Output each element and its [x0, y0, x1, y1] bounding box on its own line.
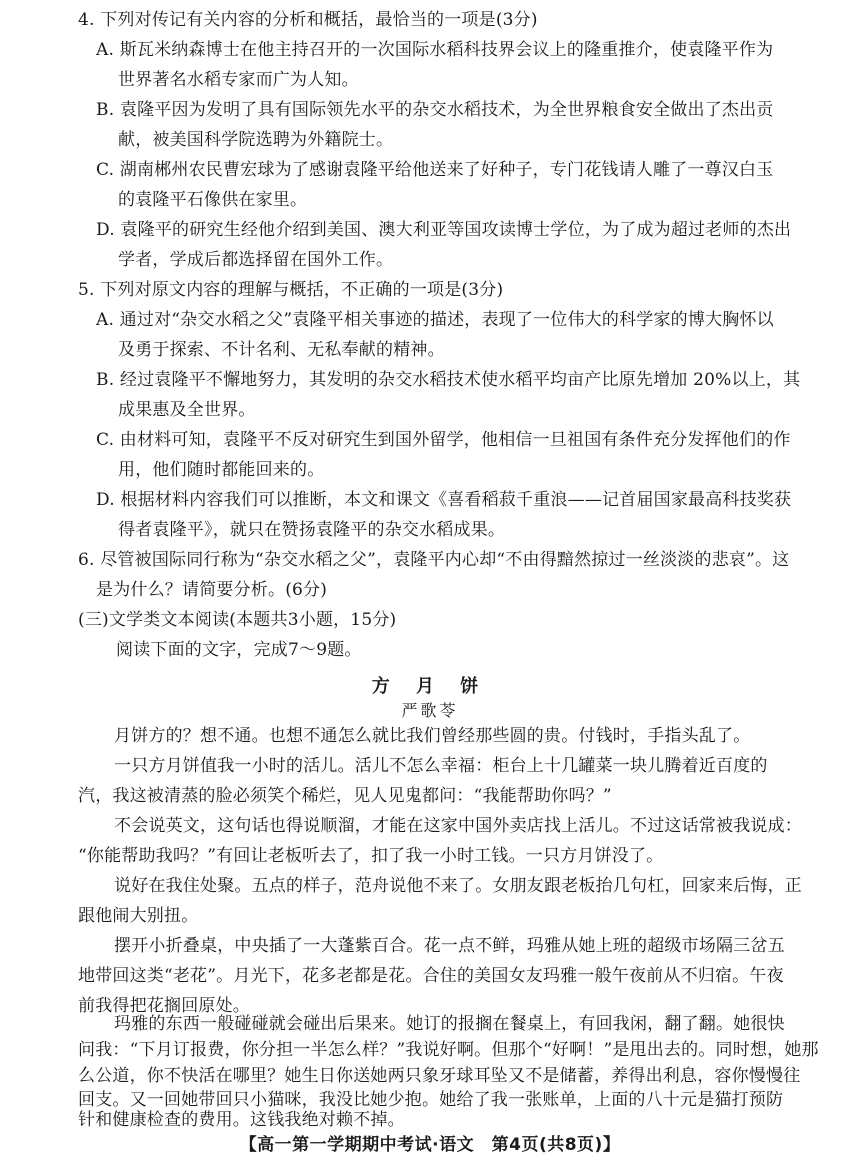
story-paragraph-1-line1: 月饼方的？想不通。也想不通怎么就比我们曾经那些圆的贵。付钱时，手指头乱了。: [114, 726, 751, 746]
q5-option-b-line1: B. 经过袁隆平不懈地努力，其发明的杂交水稻技术使水稻平均亩产比原先增加 20%以上，其: [96, 370, 801, 390]
story-paragraph-6-line3: 么公道，你不快活在哪里？她生日你送她两只象牙球耳坠又不是储蓄，养得出利息，容你慢慢往: [78, 1066, 801, 1086]
story-paragraph-4-line1: 说好在我住处聚。五点的样子，范舟说他不来了。女朋友跟老板抬几句杠，回家来后悔，正: [114, 876, 802, 896]
q5-option-c-line1: C. 由材料可知，袁隆平不反对研究生到国外留学，他相信一旦祖国有条件充分发挥他们的作: [96, 430, 791, 450]
q5-option-a-line1: A. 通过对“杂交水稻之父”袁隆平相关事迹的描述，表现了一位伟大的科学家的博大胸怀以: [96, 310, 774, 330]
q4-option-a-line1: A. 斯瓦米纳森博士在他主持召开的一次国际水稻科技界会议上的隆重推介，使袁隆平作为: [96, 40, 774, 60]
story-paragraph-6-line4: 回支。又一回她带回只小猫咪，我没比她少抱。她给了我一张账单，上面的八十元是猫打预防: [78, 1090, 784, 1110]
q5-option-d-line1: D. 根据材料内容我们可以推断，本文和课文《喜看稻菽千重浪——记首届国家最高科技奖获: [96, 490, 792, 510]
story-paragraph-5-line2: 地带回这类“老花”。月光下，花多老都是花。合住的美国女友玛雅一般午夜前从不归宿。午夜: [78, 966, 784, 986]
q4-option-b-line2: 献，被美国科学院选聘为外籍院士。: [118, 130, 394, 150]
story-paragraph-6-line2: 问我：“下月订报费，你分担一半怎么样？”我说好啊。但那个“好啊！”是甩出去的。同时想，她那: [78, 1040, 819, 1060]
q5-option-d-line2: 得者袁隆平》，就只在赞扬袁隆平的杂交水稻成果。: [118, 520, 506, 540]
section-instruction: 阅读下面的文字，完成7～9题。: [116, 640, 362, 660]
q4-option-b-line1: B. 袁隆平因为发明了具有国际领先水平的杂交水稻技术，为全世界粮食安全做出了杰出贡: [96, 100, 774, 120]
q4-option-d-line1: D. 袁隆平的研究生经他介绍到美国、澳大利亚等国攻读博士学位，为了成为超过老师的杰出: [96, 220, 792, 240]
q4-option-c-line2: 的袁隆平石像供在家里。: [118, 190, 308, 210]
page-footer: 【高一第一学期期中考试·语文 第4页(共8页)】: [239, 1135, 621, 1155]
q4-option-c-line1: C. 湖南郴州农民曹宏球为了感谢袁隆平给他送来了好种子，专门花钱请人雕了一尊汉白玉: [96, 160, 774, 180]
story-author: 严歌苓: [401, 701, 459, 720]
q4-option-a-line2: 世界著名水稻专家而广为人知。: [118, 70, 359, 90]
q6-stem-line1: 6. 尽管被国际同行称为“杂交水稻之父”，袁隆平内心却“不由得黯然掠过一丝淡淡的悲哀”。这: [78, 550, 790, 570]
q5-option-b-line2: 成果惠及全世界。: [118, 400, 256, 420]
story-title: 方 月 饼: [371, 676, 489, 697]
story-paragraph-2-line1: 一只方月饼值我一小时的活儿。活儿不怎么幸福：柜台上十几罐菜一块儿腾着近百度的: [114, 756, 768, 776]
story-paragraph-5-line3: 前我得把花搁回原处。: [78, 996, 250, 1016]
story-paragraph-2-line2: 汽，我这被清蒸的脸必须笑个稀烂，见人见鬼都问：“我能帮助你吗？”: [78, 786, 612, 806]
story-paragraph-3-line1: 不会说英文，这句话也得说顺溜，才能在这家中国外卖店找上活儿。不过这话常被我说成：: [114, 816, 802, 836]
q5-option-a-line2: 及勇于探索、不计名利、无私奉献的精神。: [118, 340, 445, 360]
story-paragraph-5-line1: 摆开小折叠桌，中央插了一大蓬紫百合。花一点不鲜，玛雅从她上班的超级市场隔三岔五: [114, 936, 785, 956]
section-heading: (三)文学类文本阅读(本题共3小题，15分): [78, 610, 397, 630]
story-paragraph-6-line1: 玛雅的东西一般碰碰就会碰出后果来。她订的报搁在餐桌上，有回我闲，翻了翻。她很快: [114, 1014, 785, 1034]
q5-option-c-line2: 用，他们随时都能回来的。: [118, 460, 325, 480]
q4-option-d-line2: 学者，学成后都选择留在国外工作。: [118, 250, 394, 270]
q4-stem: 4. 下列对传记有关内容的分析和概括，最恰当的一项是(3分): [78, 10, 538, 30]
q5-stem: 5. 下列对原文内容的理解与概括，不正确的一项是(3分): [78, 280, 504, 300]
story-paragraph-4-line2: 跟他闹大别扭。: [78, 906, 199, 926]
story-paragraph-3-line2: “你能帮助我吗？”有回让老板听去了，扣了我一小时工钱。一只方月饼没了。: [78, 846, 664, 866]
story-paragraph-6-line5: 针和健康检查的费用。这钱我绝对赖不掉。: [78, 1110, 405, 1130]
q6-stem-line2: 是为什么？请简要分析。(6分): [96, 580, 328, 600]
